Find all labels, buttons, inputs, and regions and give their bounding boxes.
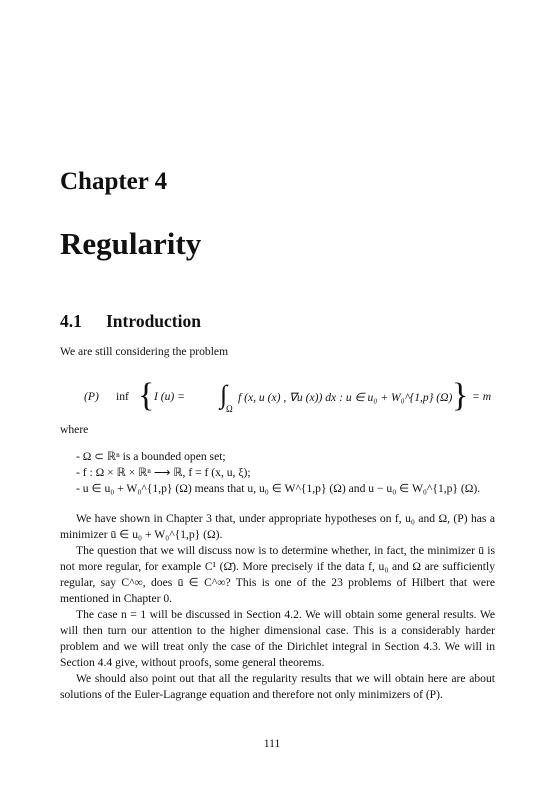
section-title: Introduction	[106, 311, 201, 331]
paragraph: We have shown in Chapter 3 that, under appropriate hypotheses on f, u₀ and Ω, (P) has a minimizer ū ∈ u₀ + W₀^{1,p} (Ω).	[60, 512, 495, 541]
equation-left: I (u) =	[154, 390, 185, 403]
list-item: - Ω ⊂ ℝⁿ is a bounded open set;	[76, 450, 226, 463]
section-heading	[60, 311, 201, 332]
integral-domain: Ω	[226, 404, 233, 414]
equation-integrand: f (x, u (x) , ∇u (x)) dx : u ∈ u₀ + W₀^{1,p} (Ω)	[238, 391, 453, 404]
paragraph: We should also point out that all the regularity results that we will obtain here are about solutions of the Euler-Lagrange equation and therefore not only minimizers of (P).	[60, 672, 495, 701]
equation-label: (P)	[84, 390, 99, 403]
paragraph: The case n = 1 will be discussed in Section 4.2. We will obtain some general results. We will then turn our attention to the higher dimensional case. This is a considerably harder problem and we will treat only the case of the Dirichlet integral in Section 4.3. We will in Section 4.4 give, without proofs, some general theorems.	[60, 608, 495, 669]
equation-rhs: = m	[472, 390, 492, 403]
equation-inf: inf	[116, 390, 129, 403]
list-item: - f : Ω × ℝ × ℝⁿ ⟶ ℝ, f = f (x, u, ξ);	[76, 466, 251, 479]
chapter-label: Chapter 4	[60, 168, 168, 195]
page-number: 111	[263, 737, 281, 750]
body-paragraphs	[60, 511, 495, 703]
left-brace: {	[138, 377, 155, 414]
problem-equation	[60, 378, 500, 418]
assumption-list	[76, 449, 506, 497]
list-item: - u ∈ u₀ + W₀^{1,p} (Ω) means that u, u₀ ∈ W^{1,p} (Ω) and u − u₀ ∈ W₀^{1,p} (Ω).	[76, 482, 481, 495]
chapter-title: Regularity	[60, 226, 202, 261]
right-brace: }	[452, 377, 469, 414]
intro-text: We are still considering the problem	[60, 345, 229, 358]
paragraph: The question that we will discuss now is to determine whether, in fact, the minimizer ū is not more regular, for example C¹ (Ω̄). More precisely if the data f, u₀ and Ω are sufficiently regular, say C^∞, does ū ∈ C^∞? This is one of the 23 problems of Hilbert that were mentioned in Chapter 0.	[60, 544, 495, 605]
section-number: 4.1	[60, 311, 82, 331]
where-text: where	[60, 423, 89, 436]
integral-sign: ∫	[220, 380, 228, 409]
